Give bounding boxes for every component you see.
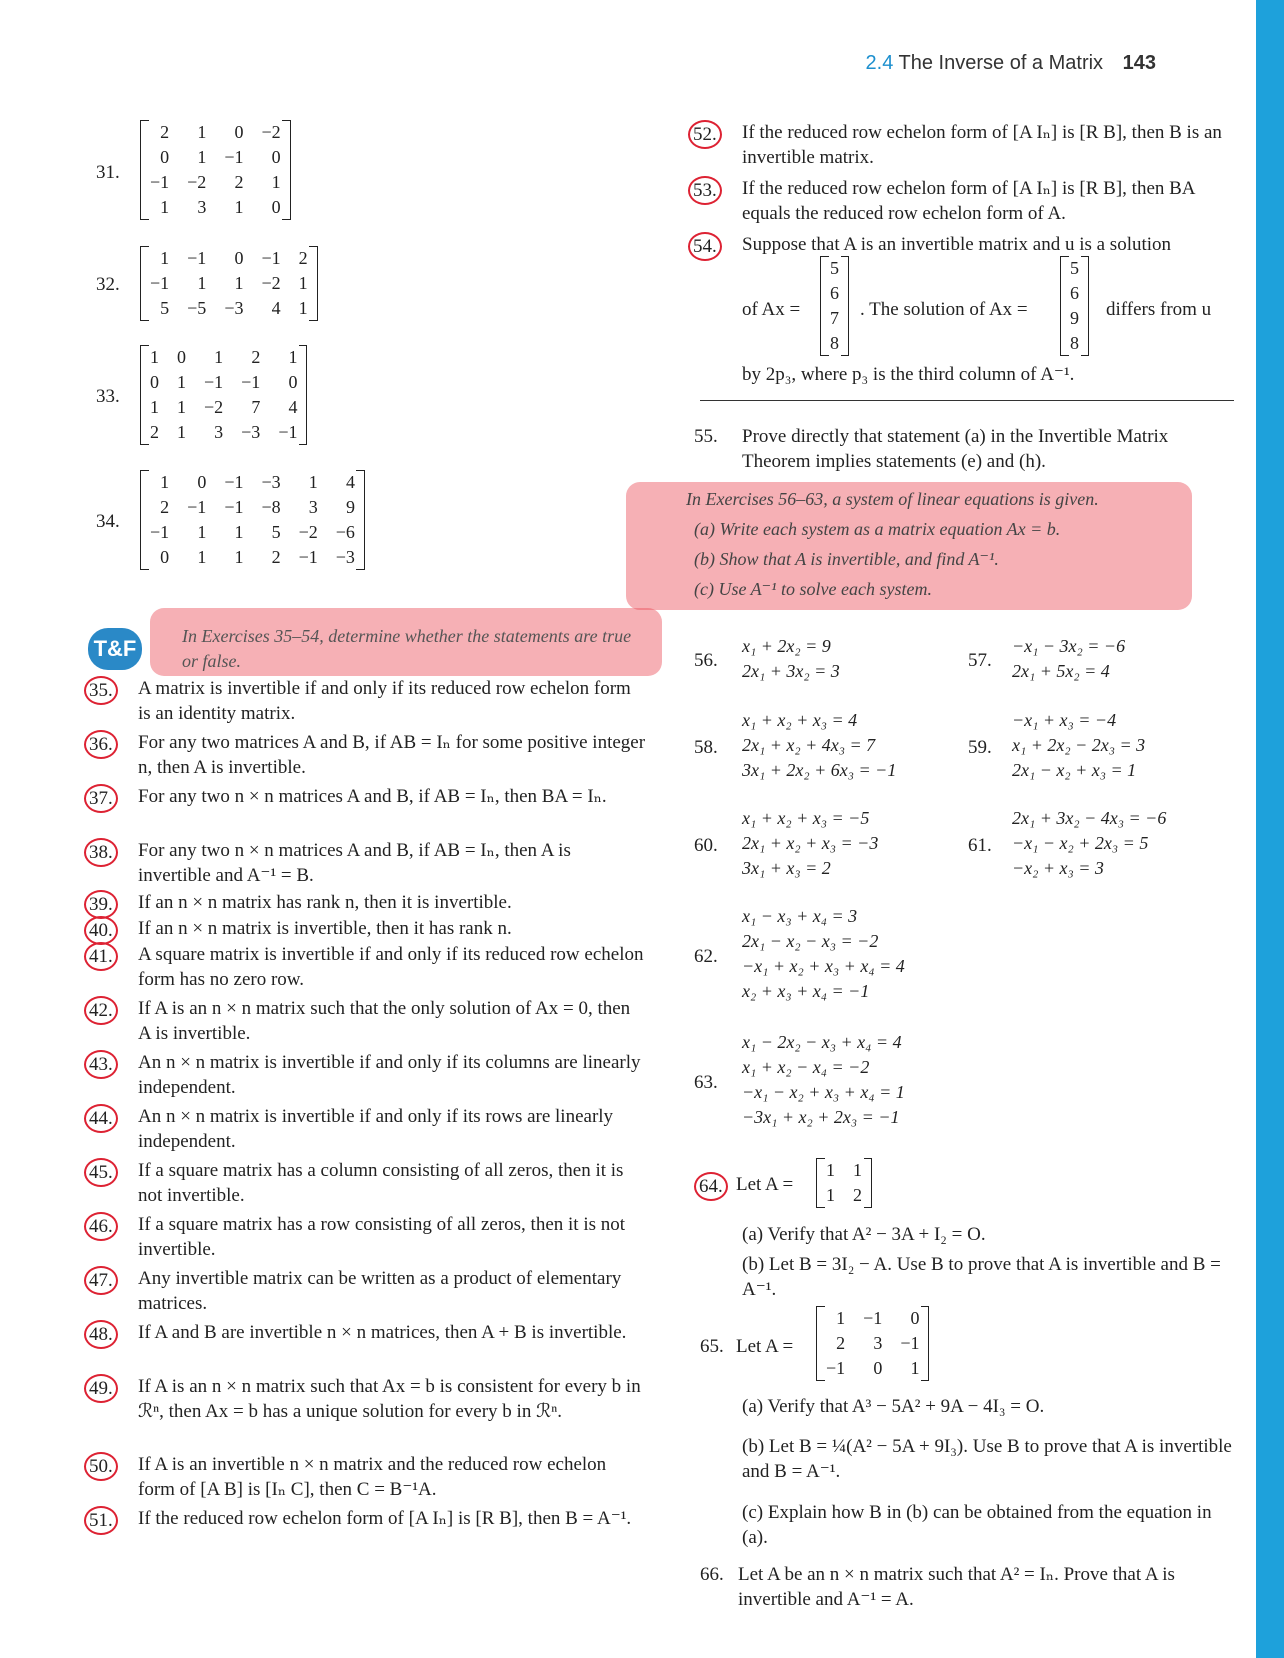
running-header: [866, 52, 1156, 75]
matrix-65: [816, 1306, 929, 1381]
vector-54-b-cell: 6: [1070, 283, 1079, 303]
matrix-34-cell: −6: [335, 522, 355, 542]
exercise-47: [90, 1266, 646, 1316]
section-divider: [700, 400, 1234, 401]
equation-line: x₁ + x₂ + x₃ = 4: [742, 710, 858, 730]
matrix-33-cell: 2: [251, 347, 261, 367]
exercise-37: [90, 784, 646, 809]
exercise-40: [90, 916, 646, 941]
equation-line: −x₁ + x₃ = −4: [1012, 710, 1117, 730]
system-60: [742, 806, 878, 881]
exercise-statement: If a square matrix has a row consisting of all zeros, then it is not invertible.: [138, 1214, 626, 1260]
page-number: 143: [1122, 52, 1156, 74]
exercise-statement: If A is an n × n matrix such that Ax = b is consistent for every b in ℛⁿ, then Ax = b has a unique solution for every b in ℛⁿ.: [138, 1376, 641, 1422]
equation-line: −x₁ − x₂ + 2x₃ = 5: [1012, 833, 1149, 853]
exercise-57-number: 57.: [968, 650, 992, 671]
exercise-45: [90, 1158, 646, 1208]
system-57: [1012, 634, 1125, 684]
exercise-64-part-b: (b) Let B = 3I₂ − A. Use B to prove that A is invertible and B = A⁻¹.: [742, 1254, 1221, 1300]
exercise-65-let: Let A =: [736, 1336, 794, 1357]
matrix-33-cell: −1: [204, 372, 224, 392]
exercise-statement: If an n × n matrix has rank n, then it is invertible.: [138, 892, 512, 913]
vector-54-a-cell: 7: [830, 308, 839, 328]
equation-line: −x₁ − 3x₂ = −6: [1012, 636, 1126, 656]
exercise-statement: Any invertible matrix can be written as a product of elementary matrices.: [138, 1268, 622, 1314]
matrix-34: [140, 470, 365, 570]
matrix-64-cell: 1: [853, 1160, 862, 1180]
matrix-34-cell: 3: [308, 497, 318, 517]
exercise-statement: An n × n matrix is invertible if and only if its columns are linearly independent.: [138, 1052, 641, 1098]
true-false-badge: T&F: [88, 628, 142, 670]
exercise-64-let: Let A =: [736, 1174, 794, 1195]
matrix-31: [140, 120, 291, 220]
exercise-statement: If an n × n matrix is invertible, then it has rank n.: [138, 918, 512, 939]
matrix-65-cell: 1: [836, 1308, 846, 1328]
matrix-31-cell: 0: [271, 147, 281, 167]
matrix-31-cell: 1: [234, 197, 244, 217]
matrix-34-cell: 1: [308, 472, 318, 492]
exercise-number: 45.: [84, 1158, 118, 1187]
matrix-32-cell: 0: [234, 248, 244, 268]
exercise-34-number: 34.: [96, 511, 120, 532]
exercise-38: [90, 838, 646, 888]
matrix-33-cell: 1: [177, 372, 186, 392]
matrix-34-cell: −8: [261, 497, 281, 517]
exercise-42: [90, 996, 646, 1046]
exercise-number: 35.: [84, 676, 118, 705]
tf-instructions: In Exercises 35–54, determine whether the statements are true or false.: [182, 626, 632, 671]
matrix-34-cell: 2: [160, 497, 170, 517]
matrix-31-cell: −1: [224, 147, 244, 167]
matrix-32-cell: 4: [271, 298, 281, 318]
matrix-32: [140, 246, 318, 321]
exercise-46: [90, 1212, 646, 1262]
matrix-33-cell: −2: [204, 397, 224, 417]
matrix-33: [140, 345, 307, 445]
exercise-54-text-d: by 2p₃, where p₃ is the third column of A⁻¹.: [742, 364, 1075, 385]
equation-line: 2x₁ − x₂ − x₃ = −2: [742, 931, 879, 951]
matrix-34-cell: 1: [160, 472, 170, 492]
matrix-34-cell: 1: [234, 522, 244, 542]
exercise-54: 54. Suppose that A is an invertible matrix and u is a solution: [694, 232, 1234, 257]
matrix-34-cell: −1: [224, 497, 244, 517]
matrix-65-cell: 0: [873, 1358, 883, 1378]
exercise-59-number: 59.: [968, 737, 992, 758]
matrix-33-cell: 1: [288, 347, 298, 367]
exercise-54-text-b: . The solution of Ax =: [860, 299, 1028, 320]
exercise-41: [90, 942, 646, 992]
matrix-34-cell: 9: [345, 497, 355, 517]
exercise-61-number: 61.: [968, 835, 992, 856]
matrix-32-cell: 1: [298, 298, 308, 318]
exercise-number: 40.: [84, 916, 118, 945]
exercise-60-number: 60.: [694, 835, 718, 856]
matrix-32-cell: −5: [187, 298, 207, 318]
exercise-number: 44.: [84, 1104, 118, 1133]
exercise-44: [90, 1104, 646, 1154]
matrix-33-cell: 4: [288, 397, 298, 417]
matrix-31-cell: 2: [234, 172, 244, 192]
exercise-66: 66. Let A be an n × n matrix such that A² = Iₙ. Prove that A is invertible and A⁻¹ = A.: [700, 1564, 1175, 1610]
matrix-32-cell: 1: [298, 273, 308, 293]
exercise-55: 55. Prove directly that statement (a) in the Invertible Matrix Theorem implies statements (e) and (h).: [694, 426, 1169, 472]
matrix-34-cell: 1: [197, 522, 207, 542]
matrix-31-cell: −2: [261, 122, 281, 142]
exercise-58-number: 58.: [694, 737, 718, 758]
equation-line: x₁ − x₃ + x₄ = 3: [742, 906, 858, 926]
matrix-31-cell: −2: [187, 172, 207, 192]
matrix-34-cell: 1: [197, 547, 207, 567]
equation-line: −x₁ − x₂ + x₃ + x₄ = 1: [742, 1082, 905, 1102]
matrix-33-cell: 1: [177, 422, 186, 442]
exercise-32-number: 32.: [96, 274, 120, 295]
matrix-33-cell: −1: [241, 372, 261, 392]
exercise-number: 36.: [84, 730, 118, 759]
matrix-31-cell: 1: [197, 147, 207, 167]
matrix-31-cell: 1: [271, 172, 281, 192]
equation-line: 3x₁ + 2x₂ + 6x₃ = −1: [742, 760, 897, 780]
equation-line: 2x₁ + 3x₂ − 4x₃ = −6: [1012, 808, 1167, 828]
matrix-34-cell: 0: [160, 547, 170, 567]
matrix-33-cell: 2: [150, 422, 159, 442]
matrix-32-cell: −2: [261, 273, 281, 293]
matrix-33-cell: 3: [214, 422, 224, 442]
matrix-65-cell: 0: [910, 1308, 920, 1328]
exercise-number: 50.: [84, 1452, 118, 1481]
matrix-32-cell: −3: [224, 298, 244, 318]
matrix-33-cell: 1: [150, 397, 159, 417]
exercise-statement: If the reduced row echelon form of [A Iₙ] is [R B], then B = A⁻¹.: [138, 1508, 632, 1529]
system-61: [1012, 806, 1166, 881]
exercise-65-part-b: (b) Let B = ¼(A² − 5A + 9I₃). Use B to prove that A is invertible and B = A⁻¹.: [742, 1436, 1232, 1482]
exercise-62-number: 62.: [694, 946, 718, 967]
equation-line: x₂ + x₃ + x₄ = −1: [742, 981, 870, 1001]
system-63: [742, 1030, 905, 1130]
exercise-number: 41.: [84, 942, 118, 971]
exercise-number: 38.: [84, 838, 118, 867]
exercise-64-part-a: (a) Verify that A² − 3A + I₂ = O.: [742, 1224, 986, 1245]
vector-54-b: [1060, 256, 1089, 356]
matrix-31-cell: 0: [271, 197, 281, 217]
matrix-64-cell: 2: [853, 1185, 862, 1205]
vector-54-b-cell: 8: [1070, 333, 1079, 353]
exercise-number: 42.: [84, 996, 118, 1025]
exercise-number: 37.: [84, 784, 118, 813]
matrix-31-cell: 3: [197, 197, 207, 217]
equation-line: 2x₁ − x₂ + x₃ = 1: [1012, 760, 1137, 780]
exercise-statement: A matrix is invertible if and only if its reduced row echelon form is an identity matrix.: [138, 678, 631, 724]
matrix-34-cell: −1: [187, 497, 207, 517]
exercise-51: [90, 1506, 646, 1531]
matrix-34-cell: −3: [261, 472, 281, 492]
exercise-65-part-c: (c) Explain how B in (b) can be obtained from the equation in (a).: [742, 1502, 1212, 1548]
vector-54-a-cell: 6: [830, 283, 839, 303]
exercise-56-number: 56.: [694, 650, 718, 671]
matrix-34-cell: 1: [234, 547, 244, 567]
exercise-number: 49.: [84, 1374, 118, 1403]
matrix-65-cell: −1: [900, 1333, 920, 1353]
matrix-32-cell: 1: [160, 248, 170, 268]
equation-line: −3x₁ + x₂ + 2x₃ = −1: [742, 1107, 900, 1127]
equation-line: 3x₁ + x₃ = 2: [742, 858, 831, 878]
exercise-statement: An n × n matrix is invertible if and only if its rows are linearly independent.: [138, 1106, 614, 1152]
vector-54-b-cell: 5: [1070, 258, 1079, 278]
equation-line: 2x₁ + x₂ + 4x₃ = 7: [742, 735, 876, 755]
equation-line: 2x₁ + x₂ + x₃ = −3: [742, 833, 879, 853]
vector-54-b-cell: 9: [1070, 308, 1079, 328]
matrix-64: [816, 1158, 872, 1208]
matrix-33-cell: 1: [214, 347, 224, 367]
matrix-34-cell: −2: [298, 522, 318, 542]
exercise-49: [90, 1374, 646, 1424]
matrix-34-cell: −1: [224, 472, 244, 492]
matrix-31-cell: −1: [150, 172, 170, 192]
exercise-39: [90, 890, 646, 915]
vector-54-a-cell: 5: [830, 258, 839, 278]
matrix-33-cell: −1: [278, 422, 298, 442]
exercise-36: [90, 730, 646, 780]
system-instructions: In Exercises 56–63, a system of linear equations is given. (a) Write each system as a matrix equation Ax = b. (b) Show that A is invertible, and find A⁻¹. (c) Use A⁻¹ to solve each system.: [686, 489, 1099, 599]
exercise-number: 46.: [84, 1212, 118, 1241]
exercise-statement: If A and B are invertible n × n matrices, then A + B is invertible.: [138, 1322, 627, 1343]
matrix-65-cell: −1: [826, 1358, 846, 1378]
matrix-34-cell: −1: [150, 522, 170, 542]
exercise-43: [90, 1050, 646, 1100]
matrix-33-cell: 0: [177, 347, 186, 367]
exercise-50: [90, 1452, 646, 1502]
matrix-32-cell: −1: [150, 273, 170, 293]
matrix-65-cell: 1: [910, 1358, 920, 1378]
matrix-33-cell: 0: [150, 372, 159, 392]
exercise-number: 43.: [84, 1050, 118, 1079]
matrix-31-cell: 0: [160, 147, 170, 167]
matrix-33-cell: 0: [288, 372, 298, 392]
exercise-48: [90, 1320, 646, 1345]
exercise-statement: For any two n × n matrices A and B, if AB = Iₙ, then A is invertible and A⁻¹ = B.: [138, 840, 571, 886]
exercise-63-number: 63.: [694, 1072, 718, 1093]
equation-line: x₁ − 2x₂ − x₃ + x₄ = 4: [742, 1032, 902, 1052]
equation-line: x₁ + x₂ + x₃ = −5: [742, 808, 870, 828]
matrix-33-cell: −3: [241, 422, 261, 442]
system-59: [1012, 708, 1145, 783]
vector-54-a-cell: 8: [830, 333, 839, 353]
exercise-statement: For any two n × n matrices A and B, if AB = Iₙ, then BA = Iₙ.: [138, 786, 607, 807]
matrix-34-cell: −1: [298, 547, 318, 567]
equation-line: 2x₁ + 3x₂ = 3: [742, 661, 840, 681]
exercise-31-number: 31.: [96, 162, 120, 183]
exercise-65-number: 65.: [700, 1336, 724, 1357]
exercise-statement: If A is an n × n matrix such that the only solution of Ax = 0, then A is invertible.: [138, 998, 631, 1044]
exercise-statement: If a square matrix has a column consisting of all zeros, then it is not invertible.: [138, 1160, 624, 1206]
matrix-31-cell: 2: [160, 122, 170, 142]
matrix-65-cell: 3: [873, 1333, 883, 1353]
matrix-64-cell: 1: [826, 1160, 835, 1180]
exercise-33-number: 33.: [96, 386, 120, 407]
page-edge-tab: [1256, 0, 1284, 1658]
equation-line: −x₁ + x₂ + x₃ + x₄ = 4: [742, 956, 905, 976]
exercise-statement: If A is an invertible n × n matrix and the reduced row echelon form of [A B] is [Iₙ C], then C = B⁻¹A.: [138, 1454, 607, 1500]
exercise-52: 52. If the reduced row echelon form of [A Iₙ] is [R B], then B is an invertible matrix.: [694, 120, 1234, 170]
exercise-54-text-c: differs from u: [1106, 299, 1212, 320]
matrix-33-cell: 7: [251, 397, 261, 417]
matrix-32-cell: 2: [298, 248, 308, 268]
matrix-34-cell: 0: [197, 472, 207, 492]
exercise-statement: A square matrix is invertible if and only if its reduced row echelon form has no zero row.: [138, 944, 644, 990]
matrix-31-cell: 1: [160, 197, 170, 217]
system-56: [742, 634, 840, 684]
equation-line: x₁ + x₂ − x₄ = −2: [742, 1057, 870, 1077]
matrix-65-cell: −1: [863, 1308, 883, 1328]
exercise-statement: For any two matrices A and B, if AB = Iₙ for some positive integer n, then A is invertible.: [138, 732, 646, 778]
exercise-53: 53. If the reduced row echelon form of [A Iₙ] is [R B], then BA equals the reduced row echelon form of A.: [694, 176, 1234, 226]
matrix-33-cell: 1: [150, 347, 159, 367]
exercise-54-text-a: of Ax =: [742, 299, 801, 320]
equation-line: x₁ + 2x₂ − 2x₃ = 3: [1012, 735, 1146, 755]
matrix-31-cell: 1: [197, 122, 207, 142]
section-number: 2.4: [865, 52, 894, 74]
exercise-65-part-a: (a) Verify that A³ − 5A² + 9A − 4I₃ = O.: [742, 1396, 1045, 1417]
exercise-number: 47.: [84, 1266, 118, 1295]
matrix-34-cell: −3: [335, 547, 355, 567]
matrix-34-cell: 2: [271, 547, 281, 567]
matrix-32-cell: 1: [234, 273, 244, 293]
matrix-32-cell: −1: [187, 248, 207, 268]
exercise-35: [90, 676, 646, 726]
matrix-33-cell: 1: [177, 397, 186, 417]
exercise-number: 48.: [84, 1320, 118, 1349]
exercise-number: 51.: [84, 1506, 118, 1535]
system-62: [742, 904, 905, 1004]
matrix-64-cell: 1: [826, 1185, 835, 1205]
equation-line: −x₂ + x₃ = 3: [1012, 858, 1104, 878]
matrix-32-cell: 1: [197, 273, 207, 293]
matrix-32-cell: 5: [160, 298, 170, 318]
equation-line: x₁ + 2x₂ = 9: [742, 636, 831, 656]
section-title: The Inverse of a Matrix: [898, 52, 1104, 74]
matrix-34-cell: 5: [271, 522, 281, 542]
exercise-64-number: 64.: [700, 1172, 728, 1201]
matrix-31-cell: 0: [234, 122, 244, 142]
exercise-number: 39.: [84, 890, 118, 919]
vector-54-a: [820, 256, 849, 356]
matrix-32-cell: −1: [261, 248, 281, 268]
matrix-34-cell: 4: [345, 472, 355, 492]
system-58: [742, 708, 896, 783]
matrix-65-cell: 2: [836, 1333, 846, 1353]
equation-line: 2x₁ + 5x₂ = 4: [1012, 661, 1110, 681]
